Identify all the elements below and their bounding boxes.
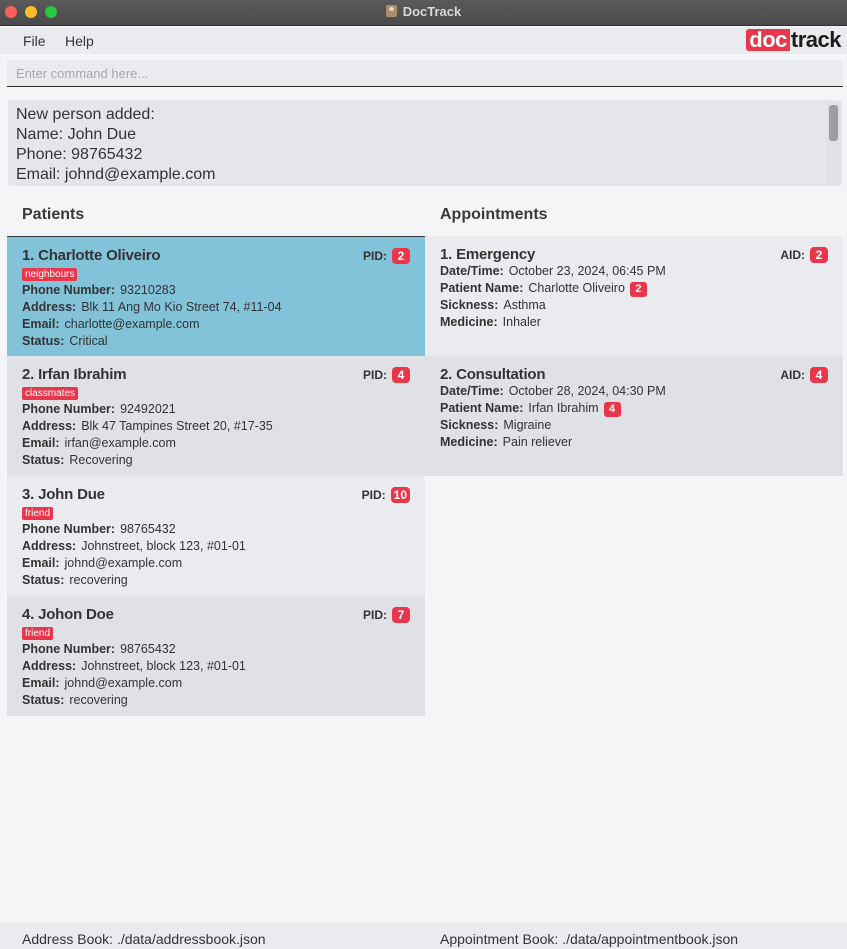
datetime-label: Date/Time:: [440, 384, 504, 398]
patients-heading: Patients: [22, 206, 85, 223]
appointment-card[interactable]: [425, 236, 843, 356]
email-value: charlotte@example.com: [64, 317, 200, 331]
patient-tag: friend: [22, 627, 53, 640]
address-value: Blk 11 Ang Mo Kio Street 74, #11-04: [81, 300, 282, 314]
appointment-title: 2. Consultation: [440, 366, 546, 383]
patient-address: [22, 299, 425, 316]
email-label: Email:: [22, 317, 60, 331]
patient-card[interactable]: [7, 596, 425, 716]
result-scrollbar-thumb[interactable]: [829, 105, 838, 141]
logo-part-doc: doc: [746, 29, 790, 51]
patient-pid-badge: 4: [604, 402, 621, 417]
menu-bar: [0, 27, 847, 54]
patient-email: [22, 316, 425, 333]
appointment-sickness: [440, 417, 843, 434]
status-value: Critical: [69, 334, 108, 348]
menu-file[interactable]: File: [23, 33, 46, 49]
app-icon: [386, 5, 397, 17]
email-label: Email:: [22, 556, 60, 570]
address-label: Address:: [22, 539, 77, 553]
pid-badge: 2: [392, 248, 410, 264]
pid-label: PID:: [363, 249, 387, 263]
status-label: Status:: [22, 573, 65, 587]
phone-label: Phone Number:: [22, 642, 116, 656]
patient-phone: [22, 641, 425, 658]
appointments-heading: Appointments: [440, 206, 548, 223]
phone-value: 92492021: [120, 402, 176, 416]
command-box: [7, 60, 843, 87]
patient-status: [22, 333, 425, 350]
medicine-value: Inhaler: [502, 315, 541, 329]
appointment-patient: [440, 280, 843, 297]
patient-status: [22, 692, 425, 709]
window-titlebar: [0, 0, 847, 26]
appointment-datetime: [440, 263, 843, 280]
pid-label: PID:: [363, 368, 387, 382]
pid-badge: 4: [392, 367, 410, 383]
address-label: Address:: [22, 659, 77, 673]
address-label: Address:: [22, 300, 77, 314]
patient-phone: [22, 401, 425, 418]
sickness-label: Sickness:: [440, 298, 499, 312]
sickness-label: Sickness:: [440, 418, 499, 432]
appointment-list: [425, 236, 843, 476]
medicine-label: Medicine:: [440, 435, 498, 449]
status-value: Recovering: [69, 453, 133, 467]
email-value: irfan@example.com: [64, 436, 176, 450]
status-label: Status:: [22, 693, 65, 707]
datetime-label: Date/Time:: [440, 264, 504, 278]
patient-status: [22, 572, 425, 589]
patient-id: [363, 607, 410, 623]
patient-id: [363, 367, 410, 383]
sickness-value: Asthma: [503, 298, 546, 312]
email-value: johnd@example.com: [64, 676, 183, 690]
patient-tag: friend: [22, 507, 53, 520]
patient-email: [22, 555, 425, 572]
patient-name: 2. Irfan Ibrahim: [22, 366, 127, 383]
phone-label: Phone Number:: [22, 402, 116, 416]
status-label: Status:: [22, 334, 65, 348]
patient-pid-badge: 2: [630, 282, 647, 297]
phone-value: 93210283: [120, 283, 176, 297]
medicine-value: Pain reliever: [502, 435, 573, 449]
phone-label: Phone Number:: [22, 522, 116, 536]
phone-value: 98765432: [120, 522, 176, 536]
patient-email: [22, 675, 425, 692]
address-value: Johnstreet, block 123, #01-01: [81, 539, 246, 553]
logo-part-track: track: [790, 27, 841, 52]
patient-name-value: Charlotte Oliveiro: [528, 281, 625, 295]
window-title-wrap: [0, 4, 847, 19]
sickness-value: Migraine: [503, 418, 552, 432]
appointment-sickness: [440, 297, 843, 314]
patient-card[interactable]: [7, 236, 425, 356]
datetime-value: October 23, 2024, 06:45 PM: [508, 264, 666, 278]
medicine-label: Medicine:: [440, 315, 498, 329]
address-value: Johnstreet, block 123, #01-01: [81, 659, 246, 673]
result-scrollbar[interactable]: [827, 102, 840, 184]
patient-name: 3. John Due: [22, 486, 105, 503]
address-label: Address:: [22, 419, 77, 433]
phone-value: 98765432: [120, 642, 176, 656]
patient-name-value: Irfan Ibrahim: [528, 401, 599, 415]
patient-name: 4. Johon Doe: [22, 606, 114, 623]
email-label: Email:: [22, 676, 60, 690]
patient-card[interactable]: [7, 476, 425, 596]
appointment-id: [780, 247, 828, 263]
status-bar: [0, 923, 847, 949]
menu-help[interactable]: Help: [65, 33, 94, 49]
aid-label: AID:: [780, 248, 805, 262]
aid-label: AID:: [780, 368, 805, 382]
pid-badge: 10: [391, 487, 410, 503]
appointment-patient: [440, 400, 843, 417]
result-display: [8, 100, 842, 186]
status-value: recovering: [69, 693, 128, 707]
patient-email: [22, 435, 425, 452]
email-label: Email:: [22, 436, 60, 450]
window-title: DocTrack: [402, 4, 462, 19]
patient-tag: neighbours: [22, 268, 77, 281]
patient-name: 1. Charlotte Oliveiro: [22, 247, 161, 264]
patient-phone: [22, 282, 425, 299]
patient-tag: classmates: [22, 387, 78, 400]
pid-badge: 7: [392, 607, 410, 623]
appointment-card[interactable]: [425, 356, 843, 476]
appointment-medicine: [440, 434, 843, 451]
patient-id: [363, 248, 410, 264]
address-value: Blk 47 Tampines Street 20, #17-35: [81, 419, 273, 433]
patient-name-label: Patient Name:: [440, 281, 524, 295]
appointment-title: 1. Emergency: [440, 246, 536, 263]
patient-list: [7, 236, 425, 716]
status-value: recovering: [69, 573, 128, 587]
patient-id: [362, 487, 410, 503]
aid-badge: 4: [810, 367, 828, 383]
patient-status: [22, 452, 425, 469]
patient-address: [22, 538, 425, 555]
patient-address: [22, 658, 425, 675]
appointment-medicine: [440, 314, 843, 331]
command-input[interactable]: [7, 60, 843, 86]
appointment-datetime: [440, 383, 843, 400]
appointment-id: [780, 367, 828, 383]
datetime-value: October 28, 2024, 04:30 PM: [508, 384, 666, 398]
aid-badge: 2: [810, 247, 828, 263]
patient-card[interactable]: [7, 356, 425, 476]
pid-label: PID:: [363, 608, 387, 622]
result-text: New person added: Name: John Due Phone: 98765432 Email: johnd@example.com: [16, 106, 216, 183]
doctrack-logo: [746, 29, 841, 51]
email-value: johnd@example.com: [64, 556, 183, 570]
status-label: Status:: [22, 453, 65, 467]
patient-phone: [22, 521, 425, 538]
appointment-book-path: Appointment Book: ./data/appointmentbook.json: [440, 931, 739, 947]
address-book-path: Address Book: ./data/addressbook.json: [22, 931, 266, 947]
patient-address: [22, 418, 425, 435]
patient-name-label: Patient Name:: [440, 401, 524, 415]
phone-label: Phone Number:: [22, 283, 116, 297]
pid-label: PID:: [361, 488, 386, 502]
